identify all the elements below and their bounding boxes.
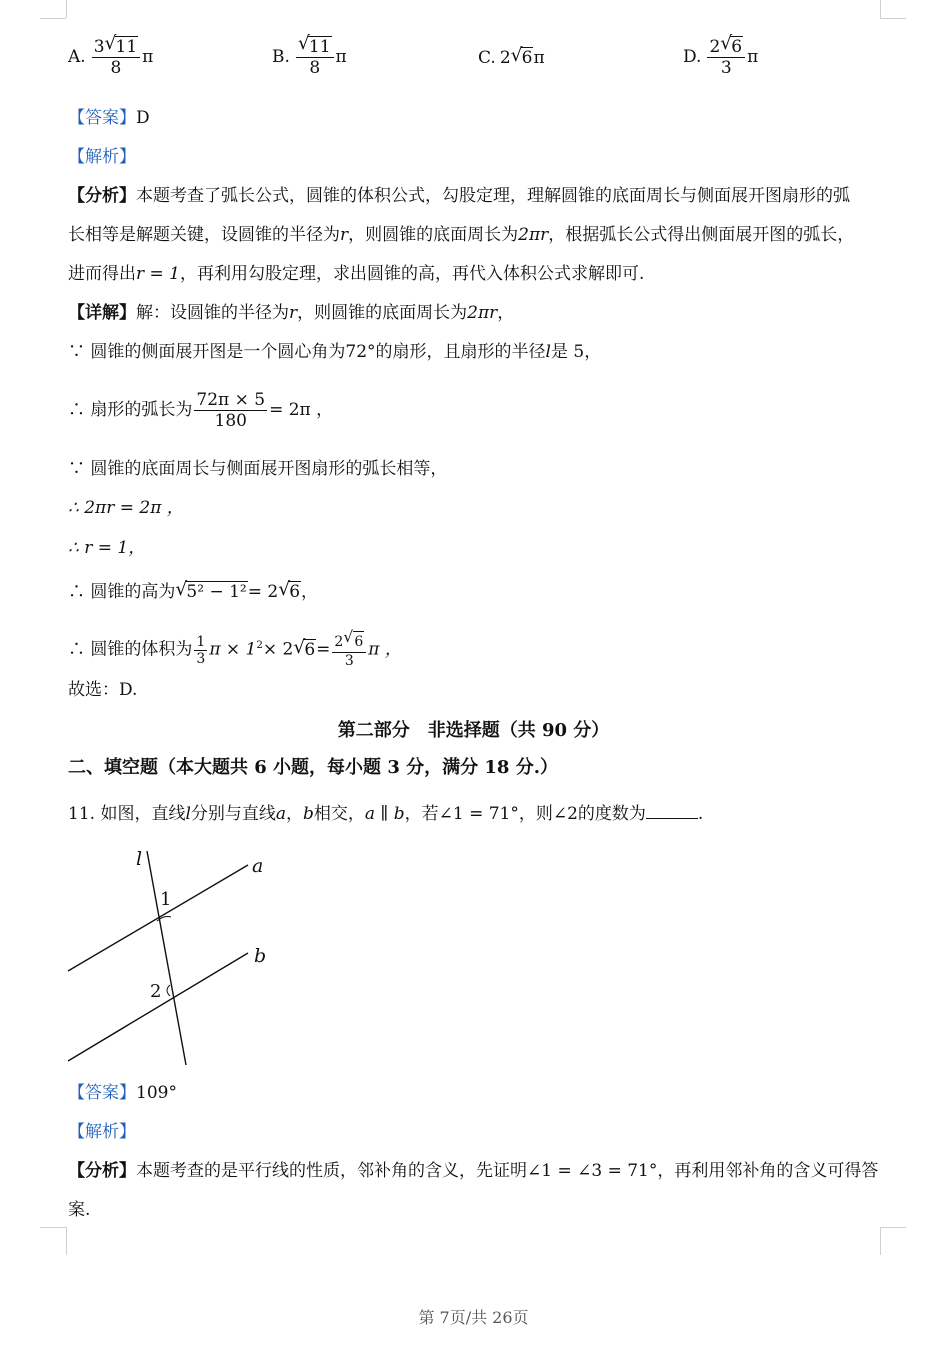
q10-step3: ∵ 圆锥的底面周长与侧面展开图扇形的弧长相等， [68, 459, 448, 479]
crop-mark-bottom-left [66, 1227, 67, 1255]
q11-fenxi-tag: 【分析】 [68, 1161, 136, 1181]
answer-value: D [136, 108, 150, 128]
var-r-2: r [289, 303, 298, 323]
step1-text-c: 是 5， [550, 342, 602, 362]
option-d-den: 3 [720, 58, 732, 78]
q10-fenxi-line1 [68, 184, 850, 208]
label-b: b [254, 945, 267, 967]
q11-text-c: ， [286, 804, 304, 824]
q11-number: 11. [68, 804, 96, 824]
parallel-lines-diagram [60, 845, 280, 1070]
option-b-label: B. [272, 47, 290, 67]
option-a-coef: 3 [93, 37, 105, 57]
q10-step1 [68, 340, 601, 364]
q11-var-l: l [185, 804, 191, 824]
page-footer: 第 7页/共 26页 [418, 1308, 529, 1327]
fenxi-text-2a: 长相等是解题关键，设圆锥的半径为 [68, 225, 340, 245]
option-c-radicand: 6 [521, 48, 533, 68]
fenxi-text-3a: 进而得出 [68, 264, 136, 284]
xiangjie-text-a: 解：设圆锥的半径为 [136, 303, 289, 323]
q11-text-a: 如图，直线 [100, 804, 186, 824]
option-a-radicand: 11 [115, 37, 138, 57]
q11-var-a: a [275, 804, 287, 824]
option-d-coef: 2 [709, 37, 721, 57]
q11-text-e: ，若 [404, 804, 439, 824]
option-d-radicand: 6 [731, 37, 743, 57]
fenxi-text-3b: ，再利用勾股定理，求出圆锥的高，再代入体积公式求解即可. [180, 264, 645, 284]
height-radicand: 5² − 1² [186, 582, 247, 602]
angle-2-arc [167, 985, 170, 996]
q10-step2 [68, 386, 333, 434]
q10-xiangjie [68, 301, 514, 325]
step7-pi-1: π × 1 [209, 639, 257, 660]
q11-text-b: 分别与直线 [190, 804, 276, 824]
vol-six: 6 [353, 631, 364, 652]
height-six: 6 [289, 582, 301, 602]
option-d-fraction: 2 √ 6 3 [707, 36, 745, 78]
q10-analysis-tag: 【解析】 [68, 147, 136, 167]
crop-mark-top-right [880, 0, 881, 18]
step6-text: ∴ 圆锥的高为 [68, 582, 176, 602]
option-c-label: C. [478, 47, 496, 68]
q10-answer [68, 106, 150, 130]
expr-2pir: 2πr [518, 225, 549, 245]
step1-text-b: 的扇形，且扇形的半径 [375, 342, 546, 362]
vol-two: 2 [334, 634, 344, 651]
q11-fenxi-text-c: ，再利用邻补角的含义可得答 [657, 1161, 879, 1181]
q11-text-f: ，则 [518, 804, 553, 824]
option-c-pi: π [533, 47, 545, 68]
q11-fenxi-line1 [68, 1159, 878, 1183]
q11-var-b: b [303, 804, 314, 824]
q11-angle2: ∠2 [552, 804, 578, 824]
option-a-label: A. [68, 47, 86, 67]
q10-step5: ∴ r = 1， [68, 538, 146, 558]
fenxi-tag: 【分析】 [68, 186, 136, 206]
q11-text-d: 相交， [313, 804, 365, 824]
q10-fenxi-line2 [68, 223, 854, 247]
fenxi-text-2b: ，则圆锥的底面周长为 [348, 225, 519, 245]
part-title: 第二部分 非选择题（共 90 分） [337, 720, 610, 741]
q10-step7: ∴ 圆锥的体积为 $\frac{1}{3}$ $\pi \times 1^2\times 2$ √ 6= 2 √ 6 3 π ， [68, 628, 402, 670]
label-1: 1 [160, 889, 172, 910]
volume-six: 6 [304, 639, 316, 660]
option-c: C. 2 √ 6 π [478, 45, 545, 68]
q11-period: . [697, 804, 704, 824]
q11-question [68, 802, 703, 826]
option-a-pi: π [142, 47, 154, 67]
q11-angle1: ∠1 = 71° [438, 804, 519, 824]
q11-analysis-tag: 【解析】 [68, 1122, 136, 1142]
comma: ， [497, 303, 515, 323]
option-d-label: D. [683, 47, 702, 67]
one-third [194, 634, 207, 667]
one-third-den: 3 [196, 650, 206, 667]
label-2: 2 [150, 981, 162, 1002]
crop-mark-top-left-h [40, 18, 66, 19]
expr-r-eq-1: r = 1 [136, 264, 180, 284]
option-a-den: 8 [110, 58, 122, 78]
one-third-num: 1 [196, 633, 206, 650]
step7-times-2: × 2 [262, 639, 294, 660]
vol-pi: π ， [368, 639, 402, 660]
option-b-pi: π [335, 47, 347, 67]
step7-text: ∴ 圆锥的体积为 [68, 639, 193, 660]
q11-fenxi-angles: ∠1 = ∠3 = 71° [527, 1161, 658, 1181]
q11-fenxi-text-a: 本题考查的是平行线的性质，邻补角的含义，先证明 [136, 1161, 527, 1181]
volume-fraction: 2 √ 6 3 [332, 631, 366, 669]
option-d [683, 33, 759, 78]
q11-answer [68, 1081, 177, 1105]
line-b [68, 953, 248, 1061]
crop-mark-bottom-right-h [880, 1227, 906, 1228]
q10-choose: 故选：D. [68, 680, 138, 700]
fenxi-text-2c: ，根据弧长公式得出侧面展开图的弧长， [548, 225, 855, 245]
step2-text: ∴ 扇形的弧长为 [68, 400, 193, 420]
option-d-pi: π [747, 47, 759, 67]
answer-blank [646, 804, 698, 819]
var-l: l [545, 342, 551, 362]
q11-parallel: a ∥ b [364, 804, 405, 824]
option-b-den: 8 [309, 58, 321, 78]
crop-mark-bottom-left-h [40, 1227, 66, 1228]
q10-fenxi-line3 [68, 262, 644, 286]
angle-72: 72° [345, 342, 376, 362]
xiangjie-text-b: ，则圆锥的底面周长为 [297, 303, 468, 323]
xiangjie-tag: 【详解】 [68, 303, 136, 323]
crop-mark-bottom-right [880, 1227, 881, 1255]
option-a-fraction: 3 √ 11 8 [92, 36, 140, 78]
line-l [147, 851, 186, 1065]
option-b-fraction: √ 11 8 [296, 36, 334, 78]
q10-step6: ∴ 圆锥的高为 √ 5² − 1²= 2 √ 6， [68, 579, 319, 602]
var-r: r [340, 225, 349, 245]
option-b [272, 33, 347, 78]
q11-text-g: 的度数为 [577, 804, 646, 824]
option-a [68, 33, 154, 78]
arc-length-fraction [194, 390, 267, 431]
step7-eq: = [316, 639, 331, 660]
square-exp: 2 [256, 640, 263, 651]
option-c-coef: 2 [499, 47, 511, 68]
q11-answer-tag: 【答案】 [68, 1083, 136, 1103]
crop-mark-top-right-h [880, 18, 906, 19]
step2-result: = 2π ， [269, 400, 334, 420]
expr-2pir-2: 2πr [467, 303, 498, 323]
fenxi-text-1: 本题考查了弧长公式，圆锥的体积公式，勾股定理，理解圆锥的底面周长与侧面展开图扇形的弧 [136, 186, 850, 206]
arc-num: 72π × 5 [196, 390, 266, 410]
step1-text-a: ∵ 圆锥的侧面展开图是一个圆心角为 [68, 342, 346, 362]
q11-fenxi-line2: 案. [68, 1200, 91, 1220]
arc-den: 180 [214, 411, 247, 431]
q11-answer-value: 109° [136, 1083, 177, 1103]
step6-eq: = 2 [247, 582, 279, 602]
line-a [68, 865, 248, 971]
answer-tag: 【答案】 [68, 108, 136, 128]
label-l: l [136, 848, 143, 870]
comma-2: ， [301, 582, 319, 602]
label-a: a [252, 855, 264, 877]
fill-title: 二、填空题（本大题共 6 小题，每小题 3 分，满分 18 分.） [68, 757, 558, 778]
q10-step4: ∴ 2πr = 2π ， [68, 498, 184, 518]
crop-mark-top-left [66, 0, 67, 18]
vol-den: 3 [344, 653, 354, 670]
option-b-radicand: 11 [308, 37, 331, 57]
